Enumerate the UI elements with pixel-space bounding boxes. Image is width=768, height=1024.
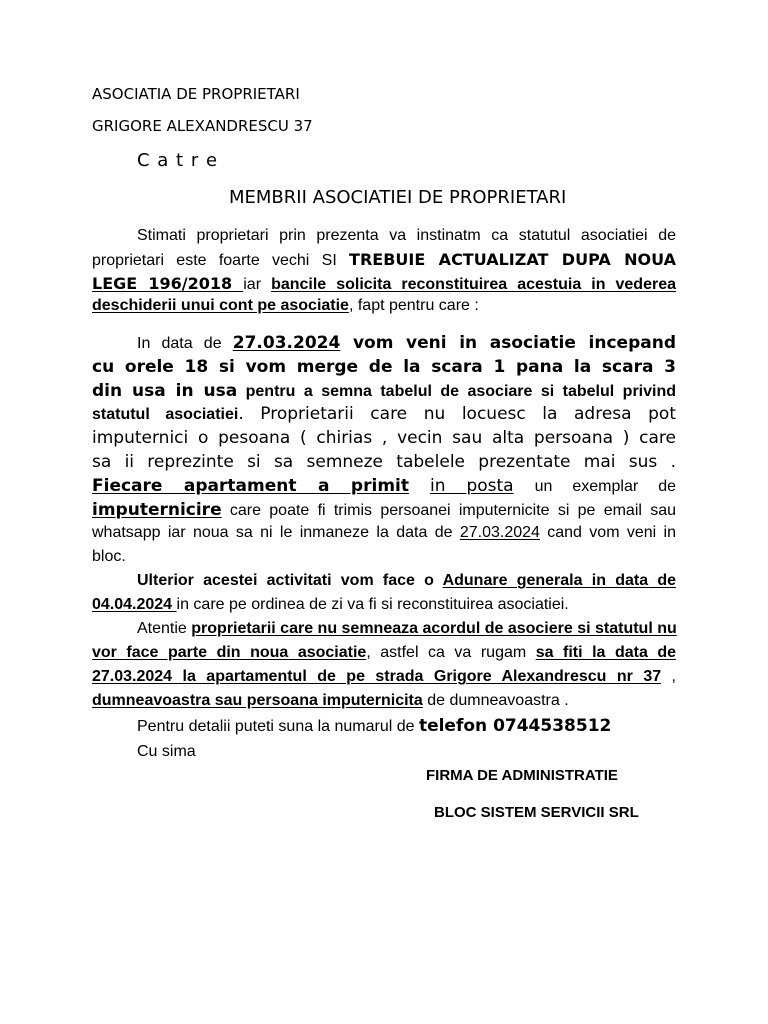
para2-line2: cu orele 18 si vom merge de la scara 1 pana la scara 3 <box>92 357 676 377</box>
signature-company-type: FIRMA DE ADMINISTRATIE <box>426 767 618 784</box>
contact-line: Pentru detalii puteti suna la numarul de telefon 0744538512 <box>137 716 612 736</box>
recipient-members: MEMBRII ASOCIATIEI DE PROPRIETARI <box>229 187 567 208</box>
update-required: TREBUIE ACTUALIZAT DUPA NOUA <box>349 250 676 269</box>
para2-line5: imputernici o pesoana ( chirias , vecin sau alta persoana ) care <box>92 428 676 448</box>
para2-line3: din usa in usa pentru a semna tabelul de asociare si tabelul privind <box>92 381 677 401</box>
para1-line2: proprietari este foarte vechi SI TREBUIE ACTUALIZAT DUPA NOUA <box>92 250 676 269</box>
closing: Cu sima <box>137 743 196 760</box>
para4-line1: Atentie proprietarii care nu semneaza acordul de asociere si statutul nu <box>137 620 677 637</box>
association-address: GRIGORE ALEXANDRESCU 37 <box>92 117 313 135</box>
para1-line3: LEGE 196/2018 iar bancile solicita reconstituirea acestuia in vederea <box>92 274 676 293</box>
visit-date: 27.03.2024 <box>232 333 341 353</box>
recipient-to: C a t r e <box>137 150 219 171</box>
para4-line2: vor face parte din noua asociatie, astfel ca va rugam sa fiti la data de <box>92 644 677 661</box>
para3-line2: 04.04.2024 in care pe ordinea de zi va fi si reconstituirea asociatiei. <box>92 596 569 613</box>
para2-line6: sa ii reprezinte si sa semneze tabelele prezentate mai sus . <box>92 452 676 472</box>
law-reference: LEGE 196/2018 <box>92 274 244 293</box>
general-assembly: Adunare generala in data de <box>442 572 677 589</box>
para1-line1: Stimati proprietari prin prezenta va instinatm ca statutul asociatiei de <box>137 227 676 244</box>
association-name: ASOCIATIA DE PROPRIETARI <box>92 85 300 103</box>
para2-line4: statutul asociatiei. Proprietarii care nu locuesc la adresa pot <box>92 404 676 424</box>
para2-line8: imputernicire care poate fi trimis persoanei imputernicite si pe email sau <box>92 500 676 520</box>
para2-line7: Fiecare apartament a primit in posta un exemplar de <box>92 476 676 496</box>
para4-line3: 27.03.2024 la apartamentul de pe strada Grigore Alexandrescu nr 37 , <box>92 668 677 685</box>
para2-line10: bloc. <box>92 548 126 565</box>
para2-line9: whatsapp iar noua sa ni le inmaneze la data de 27.03.2024 cand vom veni in <box>92 524 677 541</box>
para1-line4: deschiderii unui cont pe asociatie, fapt pentru care : <box>92 297 479 314</box>
phone-number: telefon 0744538512 <box>418 716 612 736</box>
para4-line4: dumneavoastra sau persoana imputernicita de dumneavoastra . <box>92 692 569 709</box>
para2-line1: In data de 27.03.2024 vom veni in asociatie incepand <box>137 333 676 353</box>
signature-company-name: BLOC SISTEM SERVICII SRL <box>434 804 639 821</box>
para3-line1: Ulterior acestei activitati vom face o Adunare generala in data de <box>137 572 677 589</box>
